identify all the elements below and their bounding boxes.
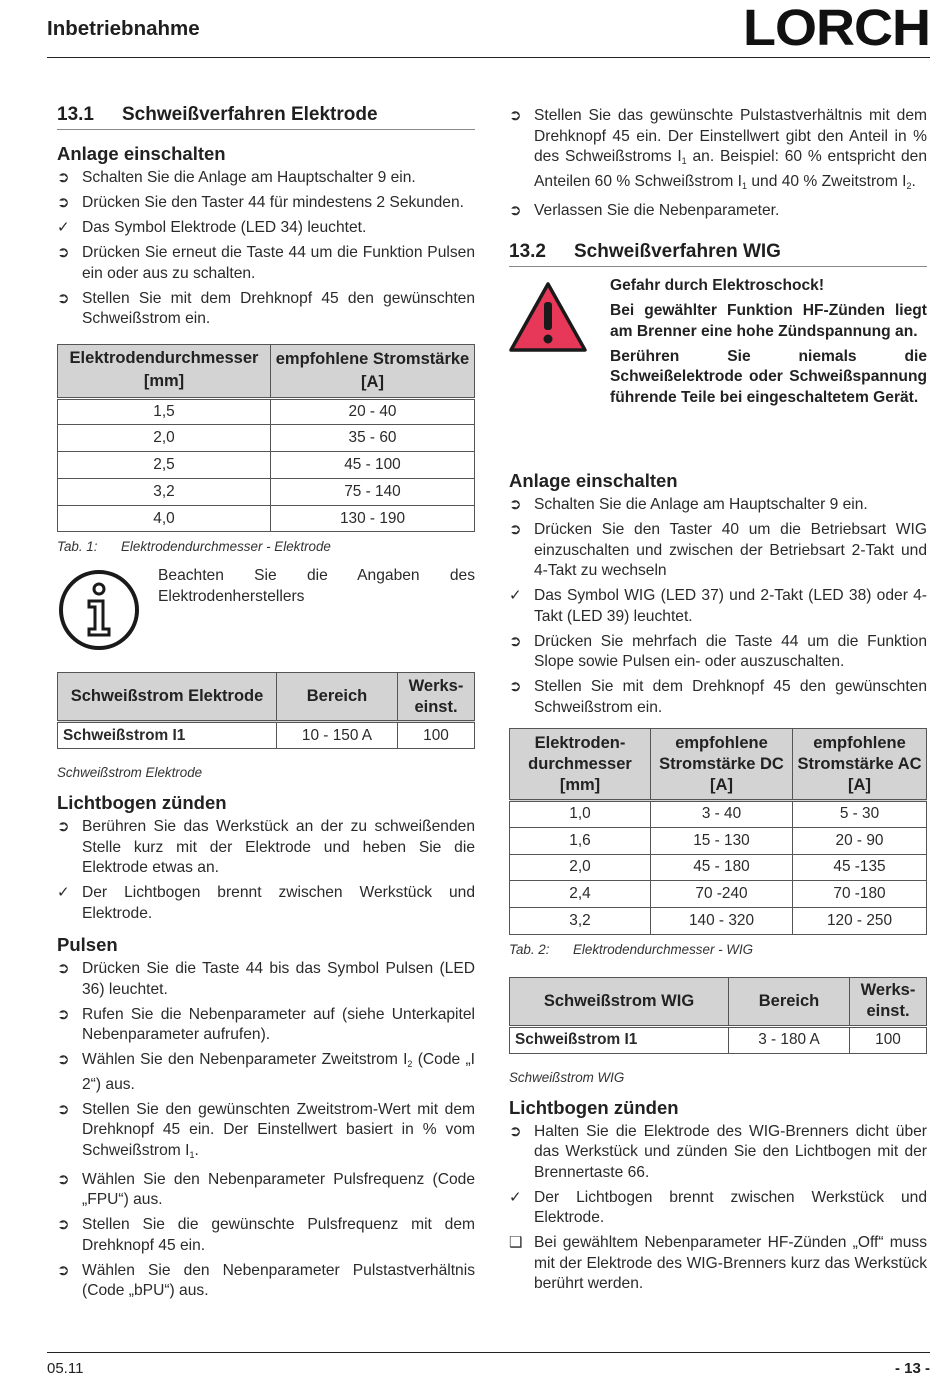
list-item [509, 1188, 927, 1229]
table-cell: 4,0 [58, 505, 271, 532]
table-cell: 120 - 250 [793, 908, 927, 935]
list-item-text: Halten Sie die Elektrode des WIG-Brenners dicht über das Werkstück und zünden Sie den Lichtbogen mit der Brennertaste 66. [534, 1122, 927, 1181]
instruction-list [509, 1122, 927, 1295]
table-header: Bereich [729, 977, 850, 1026]
warning-text [610, 276, 927, 413]
table-header: Schweißstrom Elektrode [58, 673, 277, 722]
list-item [509, 1122, 927, 1184]
table-header: Werks-einst. [398, 673, 475, 722]
table-caption [57, 539, 475, 554]
table-row [510, 827, 927, 854]
page-footer [47, 1352, 930, 1382]
list-item [57, 218, 475, 239]
subheading-pulsen: Pulsen [57, 934, 118, 956]
lorch-logo: LORCH [743, 0, 930, 57]
subheading-lichtbogen: Lichtbogen zünden [57, 792, 227, 814]
table-caption [509, 942, 927, 957]
list-item-text: Berühren Sie das Werkstück an der zu schweißenden Stelle kurz mit der Elektrode und heben Sie die Elektrode etwas an. [82, 818, 475, 877]
table-cell: 70 -240 [651, 881, 793, 908]
table-cell: 1,5 [58, 398, 271, 425]
table-cell: 20 - 90 [793, 827, 927, 854]
list-item-text: Der Lichtbogen brennt zwischen Werkstück und Elektrode. [82, 884, 475, 922]
list-item-text: Drücken Sie mehrfach die Taste 44 um die Funktion Slope sowie Pulsen ein- oder auszuschalten. [534, 632, 927, 670]
section-heading: Schweißverfahren WIG [574, 241, 781, 262]
table-row [510, 881, 927, 908]
list-item [509, 677, 927, 718]
list-item [509, 632, 927, 673]
list-item [57, 289, 475, 330]
list-marker-icon: ✓ [57, 219, 70, 236]
table-cell: 2,0 [58, 425, 271, 452]
danger-warning [509, 276, 927, 466]
list-item-text: Drücken Sie den Taster 44 für mindestens 2 Sekunden. [82, 194, 464, 211]
table-cell: 45 - 100 [271, 452, 475, 479]
list-item [509, 495, 927, 516]
table-caption-number: Tab. 2: [509, 941, 550, 957]
warning-line: Gefahr durch Elektroschock! [610, 277, 825, 294]
list-item-text: Der Lichtbogen brennt zwischen Werkstück und Elektrode. [534, 1188, 927, 1227]
table-cell: 130 - 190 [271, 505, 475, 532]
page-header [47, 0, 930, 58]
list-marker-icon: ➲ [509, 632, 522, 650]
param-table-caption: Schweißstrom WIG [509, 1069, 625, 1085]
electrode-current-table [57, 344, 475, 533]
list-item [57, 168, 475, 189]
instruction-list [509, 106, 927, 221]
table-row [510, 908, 927, 935]
instruction-list [57, 817, 475, 924]
list-item-text: Rufen Sie die Nebenparameter auf (siehe Unterkapitel Nebenparameter aufrufen). [82, 1005, 475, 1044]
table-header: empfohlene Stromstärke DC [A] [651, 729, 793, 801]
table-cell: Schweißstrom I1 [510, 1026, 729, 1053]
warning-line: Bei gewählter Funktion HF-Zünden liegt am Brenner eine hohe Zündspannung an. [610, 302, 927, 340]
table-cell: 20 - 40 [271, 398, 475, 425]
warning-line: Berühren Sie niemals die Schweißelektrode oder Schweißspannung führende Teile bei eingeschaltetem Gerät. [610, 347, 927, 406]
list-marker-icon: ➲ [57, 169, 70, 186]
list-item-text: Stellen Sie den gewünschten Zweitstrom-Wert mit dem Drehknopf 45 ein. Der Einstellwert basiert in % vom Schweißstrom $I_1$. [82, 1100, 475, 1160]
list-marker-icon: ➲ [509, 496, 522, 513]
instruction-list [57, 959, 475, 1302]
table-header: Werks-einst. [850, 977, 927, 1026]
table-row [510, 854, 927, 881]
list-item [57, 959, 475, 1000]
table-row [58, 398, 475, 425]
table-cell: 100 [398, 722, 475, 749]
list-item [509, 586, 927, 627]
list-marker-icon: ➲ [57, 289, 70, 307]
table-cell: 3,2 [510, 908, 651, 935]
list-marker-icon: ➲ [57, 1051, 70, 1069]
table-header: Bereich [277, 673, 398, 722]
list-item [57, 1170, 475, 1211]
list-marker-icon: ➲ [509, 107, 522, 124]
list-item-text: Drücken Sie den Taster 40 um die Betriebsart WIG einzuschalten und zwischen der Betriebsart 2-Takt und 4-Takt zu wechseln [534, 521, 927, 579]
list-item [509, 520, 927, 582]
list-marker-icon: ➲ [57, 1170, 70, 1188]
table-row [58, 478, 475, 505]
section-heading: Schweißverfahren Elektrode [122, 104, 378, 125]
table-row [58, 722, 475, 749]
list-item-text: Das Symbol Elektrode (LED 34) leuchtet. [82, 219, 367, 236]
table-cell: 2,0 [510, 854, 651, 881]
list-item-text: Schalten Sie die Anlage am Hauptschalter 9 ein. [534, 496, 868, 513]
table-cell: 100 [850, 1026, 927, 1053]
list-marker-icon: ✓ [509, 587, 522, 604]
list-item-text: Verlassen Sie die Nebenparameter. [534, 201, 780, 219]
page-number: - 13 - [894, 1360, 930, 1377]
list-marker-icon: ❑ [509, 1234, 523, 1252]
list-marker-icon: ➲ [509, 521, 522, 538]
list-item-text: Stellen Sie die gewünschte Pulsfrequenz mit dem Drehknopf 45 ein. [82, 1216, 475, 1254]
list-item-text: Wählen Sie den Nebenparameter Zweitstrom $I_2$ (Code „I 2“) aus. [82, 1051, 475, 1093]
list-marker-icon: ➲ [509, 1122, 522, 1140]
list-item-text: Schalten Sie die Anlage am Hauptschalter 9 ein. [82, 169, 416, 186]
header-title: Inbetriebnahme [47, 17, 200, 40]
list-item-text: Das Symbol WIG (LED 37) und 2-Takt (LED 38) oder 4-Takt (LED 39) leuchtet. [534, 587, 927, 625]
electrode-param-table [57, 672, 475, 749]
list-marker-icon: ➲ [509, 201, 522, 219]
table-row [58, 452, 475, 479]
list-item-text: Drücken Sie die Taste 44 bis das Symbol Pulsen (LED 36) leuchtet. [82, 960, 475, 998]
list-item [57, 193, 475, 214]
list-marker-icon: ➲ [57, 1005, 70, 1023]
wig-current-table [509, 728, 927, 935]
footer-date: 05.11 [47, 1360, 84, 1377]
list-item [57, 817, 475, 879]
param-table-caption: Schweißstrom Elektrode [57, 765, 203, 781]
table-cell: 75 - 140 [271, 478, 475, 505]
info-icon [57, 568, 141, 657]
table-caption-text: Elektrodendurchmesser - WIG [573, 941, 754, 957]
table-header: empfohlene Stromstärke [A] [271, 344, 475, 398]
table-cell: 1,6 [510, 827, 651, 854]
section-title-wig [509, 241, 927, 267]
list-item [57, 1005, 475, 1046]
section-number: 13.1 [57, 104, 94, 125]
wig-param-table [509, 977, 927, 1054]
table-cell: 3,2 [58, 478, 271, 505]
list-item-text: Stellen Sie mit dem Drehknopf 45 den gewünschten Schweißstrom ein. [82, 289, 475, 327]
list-item [57, 243, 475, 284]
list-item [57, 1100, 475, 1166]
table-cell: 10 - 150 A [277, 722, 398, 749]
list-item [509, 1233, 927, 1295]
left-column [57, 100, 475, 1306]
table-cell: 45 - 180 [651, 854, 793, 881]
list-marker-icon: ➲ [57, 1100, 70, 1118]
table-caption-number: Tab. 1: [57, 539, 98, 555]
list-marker-icon: ➲ [57, 1261, 70, 1279]
list-item-text: Wählen Sie den Nebenparameter Pulstastverhältnis (Code „bPU“) aus. [82, 1261, 475, 1300]
list-item [509, 106, 927, 196]
table-cell: 45 -135 [793, 854, 927, 881]
table-cell: Schweißstrom I1 [58, 722, 277, 749]
table-cell: 70 -180 [793, 881, 927, 908]
right-column [509, 106, 927, 1299]
list-item [57, 1261, 475, 1302]
list-item [57, 883, 475, 924]
list-marker-icon: ➲ [509, 678, 522, 695]
table-row [510, 801, 927, 828]
list-item-text: Stellen Sie mit dem Drehknopf 45 den gewünschten Schweißstrom ein. [534, 678, 927, 716]
list-item [57, 1050, 475, 1095]
table-cell: 5 - 30 [793, 801, 927, 828]
subheading-anlage-einschalten: Anlage einschalten [57, 143, 226, 164]
info-note [57, 566, 475, 662]
table-row [58, 425, 475, 452]
table-cell: 2,4 [510, 881, 651, 908]
section-title-electrode [57, 104, 475, 130]
table-caption-text: Elektrodendurchmesser - Elektrode [121, 539, 331, 555]
table-cell: 35 - 60 [271, 425, 475, 452]
instruction-list [57, 168, 475, 330]
table-cell: 3 - 40 [651, 801, 793, 828]
table-header: Elektroden-durchmesser [mm] [510, 729, 651, 801]
table-cell: 140 - 320 [651, 908, 793, 935]
list-marker-icon: ✓ [509, 1188, 522, 1206]
table-row [510, 1026, 927, 1053]
section-number: 13.2 [509, 241, 546, 262]
list-marker-icon: ➲ [57, 1216, 70, 1234]
list-marker-icon: ➲ [57, 244, 70, 261]
list-marker-icon: ➲ [57, 818, 70, 836]
subheading-lichtbogen: Lichtbogen zünden [509, 1096, 679, 1118]
table-cell: 15 - 130 [651, 827, 793, 854]
table-header: Schweißstrom WIG [510, 977, 729, 1026]
list-marker-icon: ➲ [57, 960, 70, 978]
list-item-text: Bei gewähltem Nebenparameter HF-Zünden „Off“ muss mit der Elektrode des WIG-Brenners kurz das Werkstück berührt werden. [534, 1234, 927, 1293]
instruction-list [509, 495, 927, 718]
list-item [57, 1215, 475, 1256]
table-header: Elektrodendurchmesser [mm] [58, 344, 271, 398]
table-cell: 1,0 [510, 801, 651, 828]
list-marker-icon: ➲ [57, 194, 70, 211]
info-note-text: Beachten Sie die Angaben des Elektrodenherstellers [158, 567, 475, 605]
warning-icon [507, 280, 589, 359]
list-item [509, 201, 927, 222]
list-item-text: Stellen Sie das gewünschte Pulstastverhältnis mit dem Drehknopf 45 ein. Der Einstellwert gibt den Anteil in % des Schweißstroms $I_1$ an. Beispiel: 60 % entspricht den Anteilen 60 % Schweißstrom $I_1$ und 40 % Zweitstrom $I_2$. [534, 107, 927, 191]
table-cell: 2,5 [58, 452, 271, 479]
table-cell: 3 - 180 A [729, 1026, 850, 1053]
subheading-anlage-einschalten: Anlage einschalten [509, 470, 678, 491]
table-row [58, 505, 475, 532]
list-marker-icon: ✓ [57, 884, 70, 902]
list-item-text: Drücken Sie erneut die Taste 44 um die Funktion Pulsen ein oder aus zu schalten. [82, 244, 475, 282]
list-item-text: Wählen Sie den Nebenparameter Pulsfrequenz (Code „FPU“) aus. [82, 1170, 475, 1209]
table-header: empfohlene Stromstärke AC [A] [793, 729, 927, 801]
